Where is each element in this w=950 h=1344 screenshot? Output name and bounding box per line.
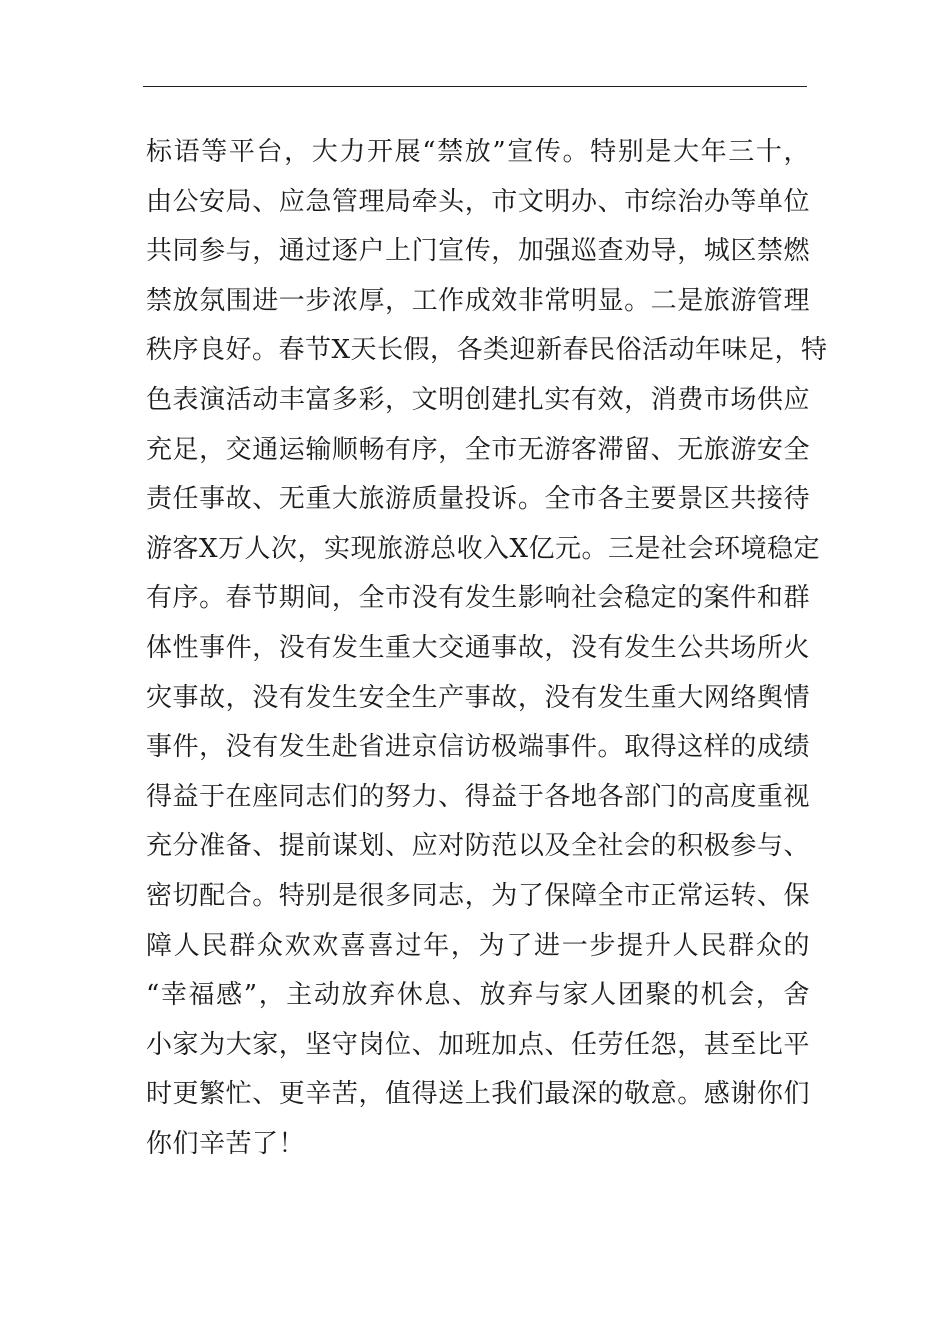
text-line: 责任事故、无重大旅游质量投诉。全市各主要景区共接待 <box>146 484 810 515</box>
text-line: 时更繁忙、更辛苦，值得送上我们最深的敬意。感谢你们 <box>146 1079 810 1110</box>
text-line: 有序。春节期间，全市没有发生影响社会稳定的案件和群 <box>146 583 810 614</box>
text-line: 由公安局、应急管理局牵头，市文明办、市综治办等单位 <box>146 186 810 217</box>
text-line: 你们辛苦了！ <box>146 1128 306 1159</box>
text-line: 充足，交通运输顺畅有序，全市无游客滞留、无旅游安全 <box>146 434 810 465</box>
text-line: 游客X万人次，实现旅游总收入X亿元。三是社会环境稳定 <box>146 533 821 564</box>
text-line: 共同参与，通过逐户上门宣传，加强巡查劝导，城区禁燃 <box>146 236 810 267</box>
text-line: 事件，没有发生赴省进京信访极端事件。取得这样的成绩 <box>146 732 810 763</box>
header-rule <box>143 86 807 87</box>
text-line: 密切配合。特别是很多同志，为了保障全市正常运转、保 <box>146 880 810 911</box>
text-line: 色表演活动丰富多彩，文明创建扎实有效，消费市场供应 <box>146 384 810 415</box>
text-line: 小家为大家，坚守岗位、加班加点、任劳任怨，甚至比平 <box>146 1029 810 1060</box>
text-line: 体性事件，没有发生重大交通事故，没有发生公共场所火 <box>146 632 810 663</box>
text-line: 标语等平台，大力开展“禁放”宣传。特别是大年三十， <box>146 137 810 167</box>
text-line: 灾事故，没有发生安全生产事故，没有发生重大网络舆情 <box>146 682 810 713</box>
text-line: 充分准备、提前谋划、应对防范以及全社会的积极参与、 <box>146 831 810 862</box>
text-line: 禁放氛围进一步浓厚，工作成效非常明显。二是旅游管理 <box>146 285 810 316</box>
text-line: 障人民群众欢欢喜喜过年，为了进一步提升人民群众的 <box>146 930 810 961</box>
text-line: 秩序良好。春节X天长假，各类迎新春民俗活动年味足，特 <box>146 335 828 366</box>
text-line: “幸福感”，主动放弃休息、放弃与家人团聚的机会，舍 <box>146 980 810 1011</box>
text-line: 得益于在座同志们的努力、得益于各地各部门的高度重视 <box>146 781 810 812</box>
body-text <box>146 128 828 1169</box>
